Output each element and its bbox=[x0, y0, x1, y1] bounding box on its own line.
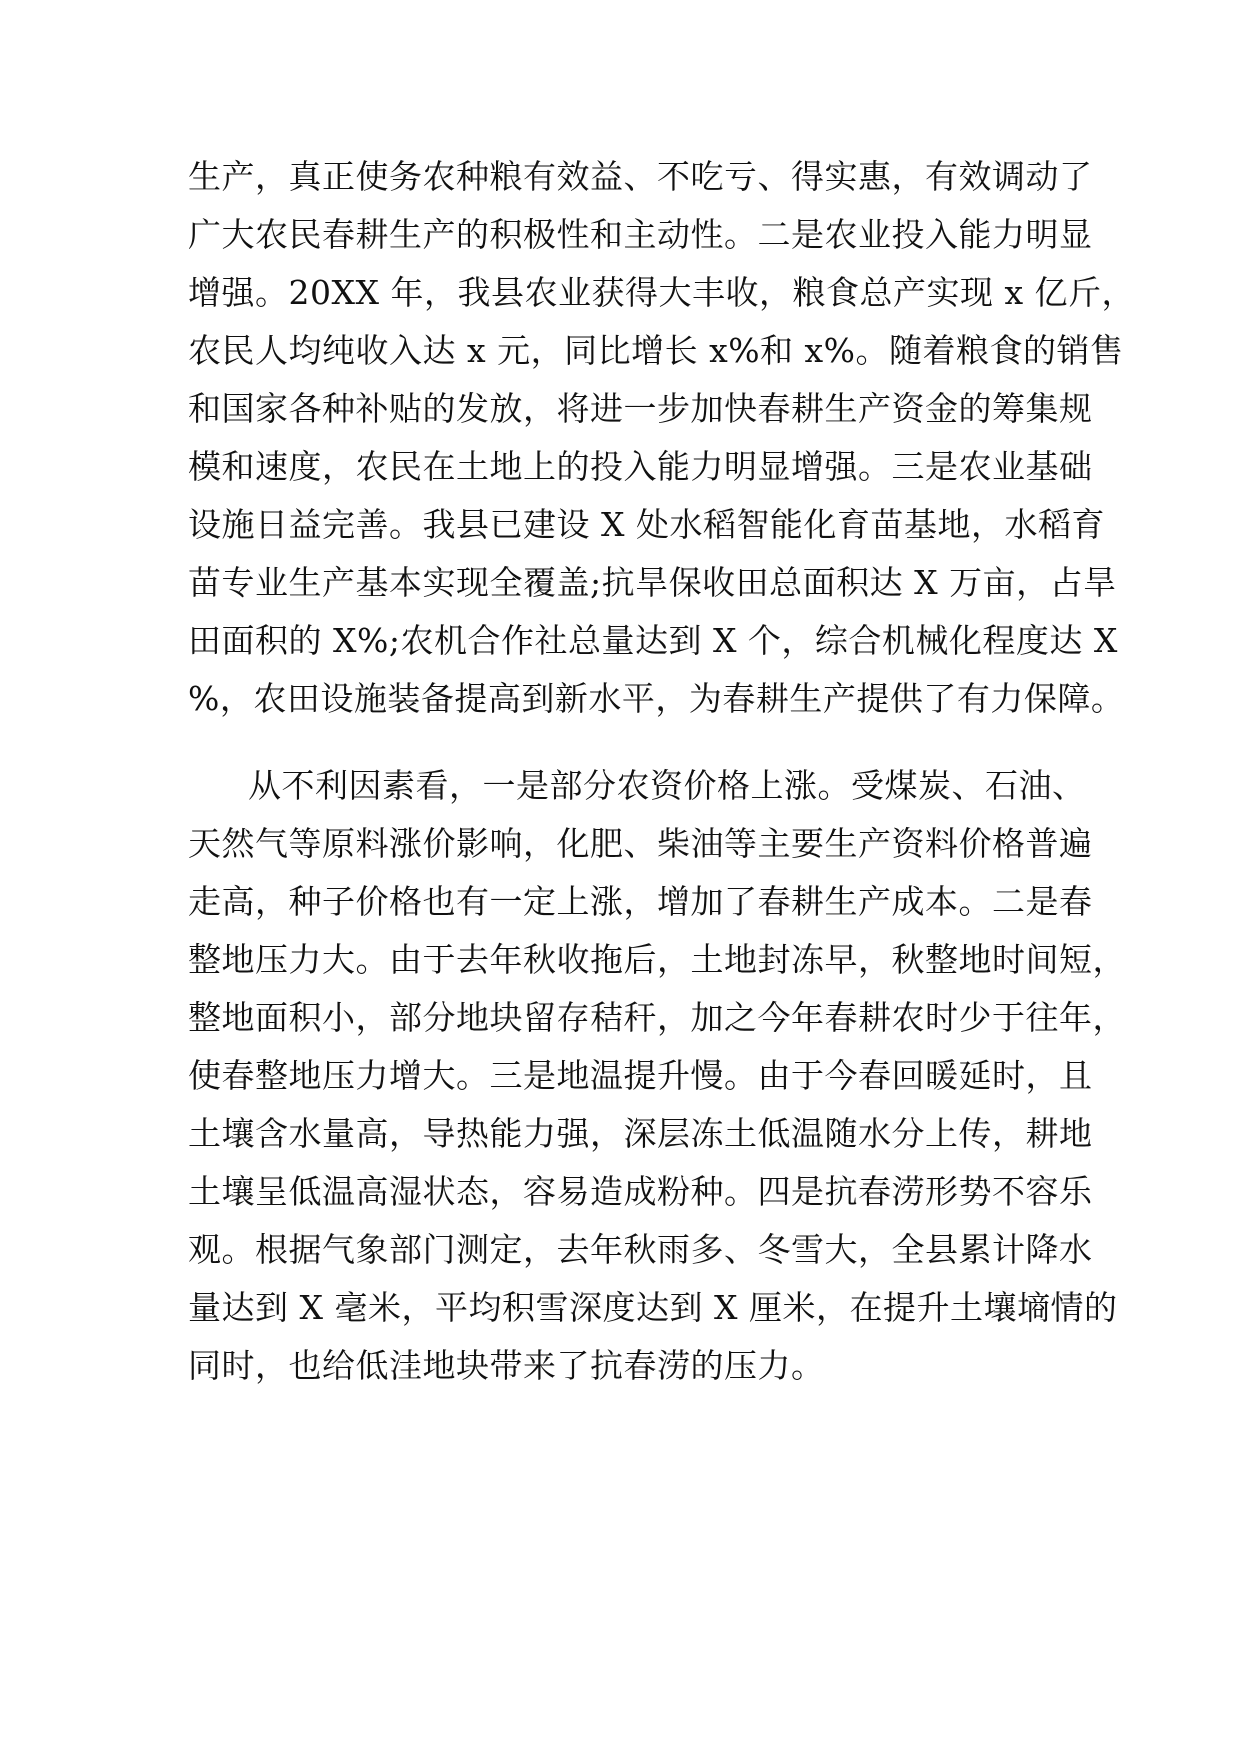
text-line: 整地面积小，部分地块留存秸秆，加之今年春耕农时少于往年， bbox=[188, 998, 1126, 1037]
text-line: 从不利因素看，一是部分农资价格上涨。受煤炭、石油、 bbox=[248, 766, 1086, 805]
text-line: 量达到 X 毫米，平均积雪深度达到 X 厘米，在提升土壤墒情的 bbox=[188, 1288, 1118, 1327]
text-line: 整地压力大。由于去年秋收拖后，土地封冻早，秋整地时间短， bbox=[188, 940, 1126, 979]
text-line: 观。根据气象部门测定，去年秋雨多、冬雪大，全县累计降水 bbox=[188, 1230, 1093, 1269]
text-line: 田面积的 X%;农机合作社总量达到 X 个，综合机械化程度达 X bbox=[188, 621, 1118, 660]
text-line: 同时，也给低洼地块带来了抗春涝的压力。 bbox=[188, 1346, 825, 1385]
text-line: 使春整地压力增大。三是地温提升慢。由于今春回暖延时，且 bbox=[188, 1056, 1093, 1095]
text-line: 农民人均纯收入达 x 元，同比增长 x%和 x%。随着粮食的销售 bbox=[188, 331, 1124, 370]
text-line: 生产，真正使务农种粮有效益、不吃亏、得实惠，有效调动了 bbox=[188, 157, 1093, 196]
text-line: 天然气等原料涨价影响，化肥、柴油等主要生产资料价格普遍 bbox=[188, 824, 1093, 863]
text-line: %，农田设施装备提高到新水平，为春耕生产提供了有力保障。 bbox=[188, 679, 1125, 718]
text-line: 土壤呈低温高湿状态，容易造成粉种。四是抗春涝形势不容乐 bbox=[188, 1172, 1093, 1211]
text-line: 土壤含水量高，导热能力强，深层冻土低温随水分上传，耕地 bbox=[188, 1114, 1093, 1153]
text-line: 设施日益完善。我县已建设 X 处水稻智能化育苗基地，水稻育 bbox=[188, 505, 1105, 544]
text-line: 模和速度，农民在土地上的投入能力明显增强。三是农业基础 bbox=[188, 447, 1093, 486]
text-line: 苗专业生产基本实现全覆盖;抗旱保收田总面积达 X 万亩，占旱 bbox=[188, 563, 1117, 602]
text-line: 广大农民春耕生产的积极性和主动性。二是农业投入能力明显 bbox=[188, 215, 1093, 254]
text-line: 走高，种子价格也有一定上涨，增加了春耕生产成本。二是春 bbox=[188, 882, 1093, 921]
text-line: 和国家各种补贴的发放，将进一步加快春耕生产资金的筹集规 bbox=[188, 389, 1093, 428]
text-line: 增强。20XX 年，我县农业获得大丰收，粮食总产实现 x 亿斤， bbox=[188, 273, 1136, 312]
